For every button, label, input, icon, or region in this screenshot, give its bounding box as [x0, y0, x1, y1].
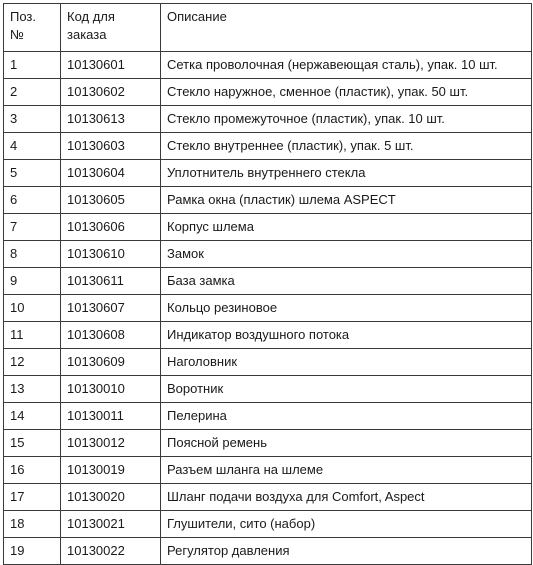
cell-order-code: 10130610	[61, 241, 161, 268]
header-order-code-line1: Код для	[67, 9, 115, 24]
table-row	[4, 106, 532, 133]
cell-position: 19	[4, 538, 61, 565]
header-order-code	[61, 4, 161, 52]
cell-description: Регулятор давления	[161, 538, 532, 565]
cell-order-code: 10130602	[61, 79, 161, 106]
cell-position: 16	[4, 457, 61, 484]
cell-order-code: 10130608	[61, 322, 161, 349]
cell-description: Сетка проволочная (нержавеющая сталь), упак. 10 шт.	[161, 52, 532, 79]
cell-position: 17	[4, 484, 61, 511]
cell-description: Поясной ремень	[161, 430, 532, 457]
cell-description: Уплотнитель внутреннего стекла	[161, 160, 532, 187]
cell-description: Наголовник	[161, 349, 532, 376]
header-row	[4, 4, 532, 52]
cell-order-code: 10130604	[61, 160, 161, 187]
table-row	[4, 538, 532, 565]
cell-position: 14	[4, 403, 61, 430]
header-description: Описание	[161, 4, 532, 52]
header-position-line1: Поз.	[10, 9, 36, 24]
table-row	[4, 376, 532, 403]
parts-table-body	[4, 52, 532, 565]
cell-position: 12	[4, 349, 61, 376]
header-position	[4, 4, 61, 52]
cell-position: 10	[4, 295, 61, 322]
cell-position: 3	[4, 106, 61, 133]
table-row	[4, 484, 532, 511]
table-row	[4, 214, 532, 241]
cell-order-code: 10130607	[61, 295, 161, 322]
cell-position: 6	[4, 187, 61, 214]
table-row	[4, 322, 532, 349]
cell-description: Воротник	[161, 376, 532, 403]
cell-position: 15	[4, 430, 61, 457]
table-row	[4, 430, 532, 457]
cell-order-code: 10130010	[61, 376, 161, 403]
header-position-line2: №	[10, 27, 24, 42]
cell-position: 1	[4, 52, 61, 79]
table-row	[4, 457, 532, 484]
cell-description: Индикатор воздушного потока	[161, 322, 532, 349]
table-row	[4, 52, 532, 79]
table-row	[4, 511, 532, 538]
cell-position: 11	[4, 322, 61, 349]
cell-order-code: 10130605	[61, 187, 161, 214]
cell-description: Корпус шлема	[161, 214, 532, 241]
table-row	[4, 79, 532, 106]
cell-position: 9	[4, 268, 61, 295]
cell-order-code: 10130011	[61, 403, 161, 430]
cell-position: 5	[4, 160, 61, 187]
parts-table	[3, 3, 532, 565]
cell-description: Шланг подачи воздуха для Comfort, Aspect	[161, 484, 532, 511]
cell-order-code: 10130022	[61, 538, 161, 565]
cell-order-code: 10130613	[61, 106, 161, 133]
table-row	[4, 295, 532, 322]
table-row	[4, 187, 532, 214]
table-row	[4, 241, 532, 268]
cell-description: Глушители, сито (набор)	[161, 511, 532, 538]
parts-table-header	[4, 4, 532, 52]
cell-position: 7	[4, 214, 61, 241]
cell-position: 13	[4, 376, 61, 403]
header-order-code-line2: заказа	[67, 27, 107, 42]
cell-position: 18	[4, 511, 61, 538]
cell-description: Пелерина	[161, 403, 532, 430]
cell-order-code: 10130019	[61, 457, 161, 484]
cell-description: База замка	[161, 268, 532, 295]
cell-order-code: 10130601	[61, 52, 161, 79]
cell-order-code: 10130611	[61, 268, 161, 295]
cell-order-code: 10130021	[61, 511, 161, 538]
cell-order-code: 10130609	[61, 349, 161, 376]
table-row	[4, 268, 532, 295]
cell-order-code: 10130603	[61, 133, 161, 160]
cell-order-code: 10130606	[61, 214, 161, 241]
cell-description: Кольцо резиновое	[161, 295, 532, 322]
cell-description: Стекло промежуточное (пластик), упак. 10 шт.	[161, 106, 532, 133]
table-row	[4, 403, 532, 430]
cell-position: 4	[4, 133, 61, 160]
table-row	[4, 160, 532, 187]
cell-order-code: 10130012	[61, 430, 161, 457]
cell-description: Стекло внутреннее (пластик), упак. 5 шт.	[161, 133, 532, 160]
table-row	[4, 349, 532, 376]
cell-description: Разъем шланга на шлеме	[161, 457, 532, 484]
cell-description: Рамка окна (пластик) шлема ASPECT	[161, 187, 532, 214]
cell-position: 8	[4, 241, 61, 268]
cell-order-code: 10130020	[61, 484, 161, 511]
cell-description: Стекло наружное, сменное (пластик), упак. 50 шт.	[161, 79, 532, 106]
cell-position: 2	[4, 79, 61, 106]
cell-description: Замок	[161, 241, 532, 268]
table-row	[4, 133, 532, 160]
